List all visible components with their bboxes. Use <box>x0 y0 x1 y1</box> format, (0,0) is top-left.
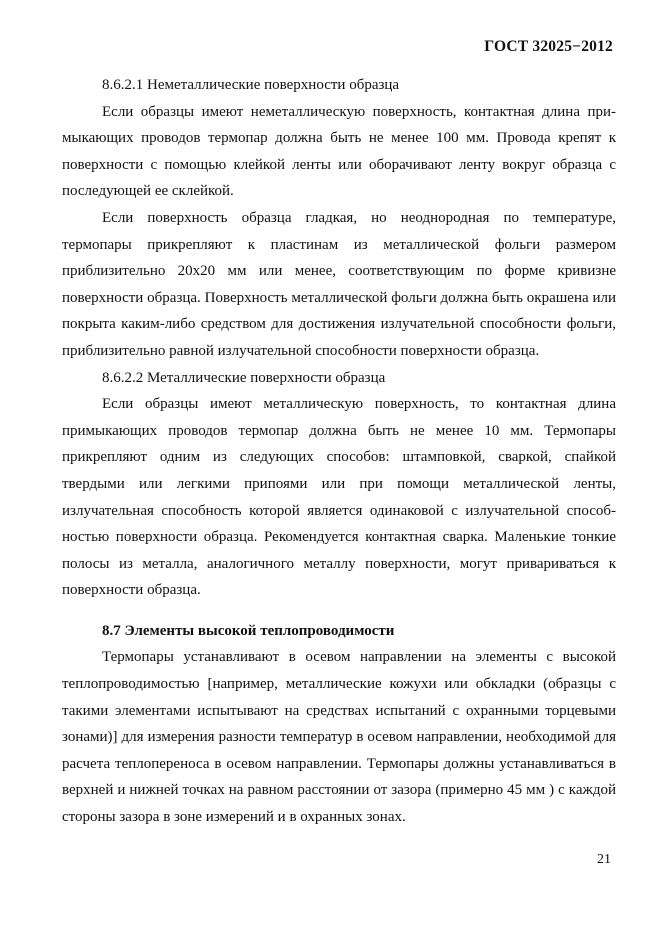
paragraph-smooth-surface: Если поверхность образца гладкая, но неоднородная по температуре, термопары прикрепляют к пластинам из металлической фольги размером приблизительно 20х20 мм или менее, соответствующим по форме кривизне поверхности образца. Поверхность металлической фольги должна быть окрашена или покрыта каким-либо средством для достижения излучательной способности фольги, приблизительно равной излучательной способности поверхности образца. <box>62 209 616 359</box>
standard-number-header: ГОСТ 32025−2012 <box>484 38 613 55</box>
paragraph-high-conductivity: Термопары устанавливают в осевом направлении на элементы с высокой теплопроводимостью [например, металлические кожухи или обкладки (образцы с такими элементами испытывают на средствах испытаний с охранными торцевыми зонами)] для измерения разности температур в осевом направлении, необходимой для расчета теплопереноса в осевом направлении. Термопары должны устанавливаться в верхней и нижней точках на равном расстоянии от зазора (примерно 45 мм ) с каждой стороны зазора в зоне измерений и в охранных зонах. <box>62 649 616 826</box>
subsection-title-8-6-2-2: 8.6.2.2 Металлические поверхности образца <box>102 369 386 386</box>
section-heading-8-7: 8.7 Элементы высокой теплопроводимости <box>102 622 395 639</box>
page-number: 21 <box>597 852 611 867</box>
paragraph-nonmetallic-contact: Если образцы имеют неметаллическую поверхность, контактная длина примыкающих проводов термопар должна быть не менее 100 мм. Провода крепят к поверхности с помощью клейкой ленты или оборачивают ленту вокруг образца с последующей ее склейкой. <box>62 103 616 200</box>
paragraph-metallic-surface: Если образцы имеют металлическую поверхность, то контактная длина примыкающих проводов термопар должна быть не менее 10 мм. Термопары прикрепляют одним из следующих способов: штамповкой, сваркой, спайкой твердыми или легкими припоями или при помощи металлической ленты, излучательная способность которой является одинаковой с излучательной способностью поверхности образца. Рекомендуется контактная сварка. Маленькие тонкие полосы из металла, аналогичного металлу поверхности, могут привариваться к поверхности образца. <box>62 396 616 599</box>
subsection-title-8-6-2-1: 8.6.2.1 Неметаллические поверхности образца <box>102 77 400 93</box>
document-body <box>62 72 616 831</box>
